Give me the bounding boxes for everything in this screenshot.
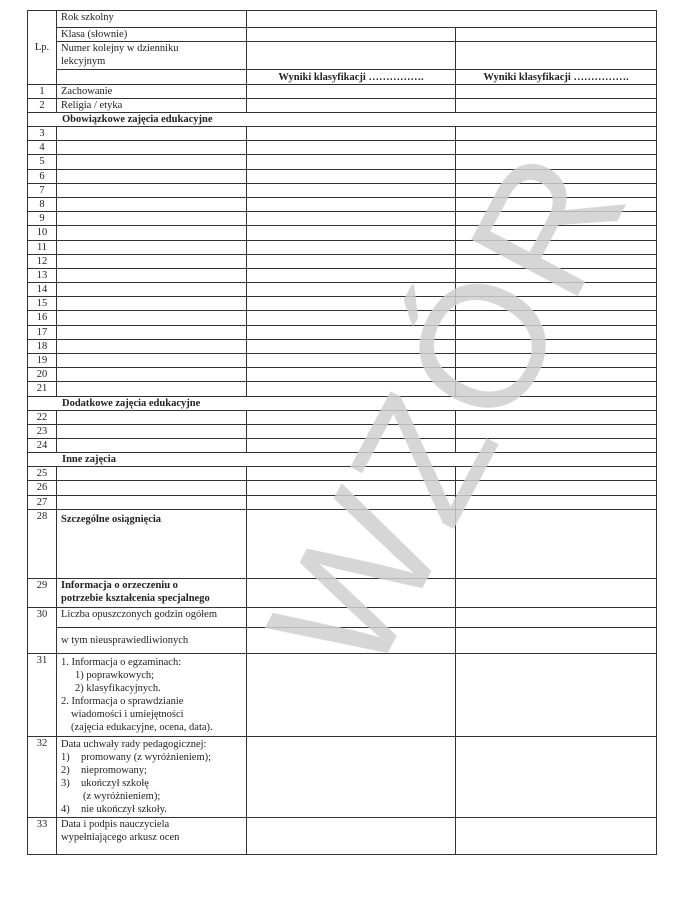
row-number: 12 — [28, 254, 57, 268]
grade-field-1[interactable] — [247, 382, 456, 396]
school-year-label: Rok szkolny — [57, 11, 247, 28]
item-number: 2) — [61, 764, 70, 776]
grade-field-1[interactable] — [247, 240, 456, 254]
subject-field[interactable] — [57, 240, 247, 254]
row-number: 15 — [28, 297, 57, 311]
grade-field-2[interactable] — [456, 127, 657, 141]
special-achievements-field-1[interactable] — [247, 509, 456, 578]
row-number: 25 — [28, 467, 57, 481]
row-number: 13 — [28, 268, 57, 282]
grade-field-1[interactable] — [247, 169, 456, 183]
absences-total-field-1[interactable] — [247, 607, 456, 627]
section-other-activities: Inne zajęcia — [28, 453, 657, 467]
subject-field[interactable] — [57, 339, 247, 353]
row-number: 28 — [28, 509, 57, 578]
not-promoted: niepromowany; — [81, 764, 147, 776]
grade-field-2[interactable] — [456, 481, 657, 495]
row-number: 9 — [28, 212, 57, 226]
subject-field[interactable] — [57, 297, 247, 311]
row-number: 3 — [28, 127, 57, 141]
conduct-label: Zachowanie — [57, 85, 247, 99]
council-resolution-line1: Data uchwały rady pedagogicznej: — [61, 738, 207, 750]
special-achievements-label: Szczególne osiągnięcia — [57, 509, 247, 578]
grade-field-1[interactable] — [247, 283, 456, 297]
class-label: Klasa (słownie) — [57, 28, 247, 42]
section-mandatory-subjects: Obowiązkowe zajęcia edukacyjne — [28, 113, 657, 127]
grade-field-2[interactable] — [456, 311, 657, 325]
grade-field-1[interactable] — [247, 268, 456, 282]
row-number: 6 — [28, 169, 57, 183]
row-number: 31 — [28, 653, 57, 736]
absences-unexcused-field-1[interactable] — [247, 627, 456, 653]
grade-field-1[interactable] — [247, 368, 456, 382]
subject-field[interactable] — [57, 382, 247, 396]
row-number: 14 — [28, 283, 57, 297]
class-field-2[interactable] — [456, 28, 657, 42]
absences-total-field-2[interactable] — [456, 607, 657, 627]
row-number: 29 — [28, 578, 57, 607]
subject-field[interactable] — [57, 169, 247, 183]
grade-field-2[interactable] — [456, 169, 657, 183]
row-number: 2 — [28, 99, 57, 113]
row-number: 27 — [28, 495, 57, 509]
grade-field-1[interactable] — [247, 410, 456, 424]
exam-info-line6: (zajęcia edukacyjne, ocena, data). — [71, 721, 213, 733]
grade-field-2[interactable] — [456, 141, 657, 155]
special-achievements-field-2[interactable] — [456, 509, 657, 578]
subject-field[interactable] — [57, 311, 247, 325]
council-resolution-label — [57, 736, 247, 817]
row-number: 8 — [28, 197, 57, 211]
subject-field[interactable] — [57, 325, 247, 339]
subject-field[interactable] — [57, 212, 247, 226]
special-education-field-1[interactable] — [247, 578, 456, 607]
subject-field[interactable] — [57, 155, 247, 169]
row-number: 11 — [28, 240, 57, 254]
religion-grade-2[interactable] — [456, 99, 657, 113]
subject-field[interactable] — [57, 354, 247, 368]
subject-field[interactable] — [57, 141, 247, 155]
journal-number-line1: Numer kolejny w dzienniku — [61, 43, 179, 54]
grade-field-1[interactable] — [247, 254, 456, 268]
row-number: 16 — [28, 311, 57, 325]
grade-field-2[interactable] — [456, 197, 657, 211]
grade-field-1[interactable] — [247, 212, 456, 226]
grade-field-2[interactable] — [456, 495, 657, 509]
row-number: 17 — [28, 325, 57, 339]
grade-field-1[interactable] — [247, 311, 456, 325]
grade-field-1[interactable] — [247, 127, 456, 141]
exam-info-field-2[interactable] — [456, 653, 657, 736]
grade-field-1[interactable] — [247, 183, 456, 197]
grade-field-2[interactable] — [456, 283, 657, 297]
grade-field-1[interactable] — [247, 197, 456, 211]
absences-unexcused-label: w tym nieusprawiedliwionych — [57, 627, 247, 653]
subject-field[interactable] — [57, 183, 247, 197]
row-number: 7 — [28, 183, 57, 197]
grade-field-1[interactable] — [247, 354, 456, 368]
exam-info-line2: 1) poprawkowych; — [75, 669, 155, 681]
class-field-1[interactable] — [247, 28, 456, 42]
row-number: 18 — [28, 339, 57, 353]
grade-field-2[interactable] — [456, 424, 657, 438]
exam-info-label — [57, 653, 247, 736]
row-number: 26 — [28, 481, 57, 495]
row-number: 10 — [28, 226, 57, 240]
teacher-signature-line2: wypełniającego arkusz ocen — [61, 831, 180, 843]
exam-info-line1: 1. Informacja o egzaminach: — [61, 656, 182, 668]
journal-number-field-2[interactable] — [456, 42, 657, 70]
section-additional-subjects: Dodatkowe zajęcia edukacyjne — [28, 396, 657, 410]
subject-field[interactable] — [57, 368, 247, 382]
row-number: 21 — [28, 382, 57, 396]
item-number: 4) — [61, 803, 70, 815]
row-number: 23 — [28, 424, 57, 438]
lp-header: Lp. — [28, 11, 57, 85]
subject-field[interactable] — [57, 481, 247, 495]
grade-field-2[interactable] — [456, 467, 657, 481]
subject-field[interactable] — [57, 127, 247, 141]
grade-field-1[interactable] — [247, 141, 456, 155]
row-number: 19 — [28, 354, 57, 368]
grade-field-1[interactable] — [247, 339, 456, 353]
row-number: 5 — [28, 155, 57, 169]
subject-field[interactable] — [57, 268, 247, 282]
teacher-signature-field-2[interactable] — [456, 817, 657, 854]
grade-field-2[interactable] — [456, 354, 657, 368]
special-education-line1: Informacja o orzeczeniu o — [61, 579, 178, 591]
teacher-signature-field-1[interactable] — [247, 817, 456, 854]
grade-field-2[interactable] — [456, 438, 657, 452]
row-number: 4 — [28, 141, 57, 155]
row-number: 32 — [28, 736, 57, 817]
special-education-label — [57, 578, 247, 607]
grade-field-1[interactable] — [247, 297, 456, 311]
journal-number-field-1[interactable] — [247, 42, 456, 70]
journal-number-line2: lekcyjnym — [61, 56, 106, 67]
special-education-field-2[interactable] — [456, 578, 657, 607]
row-number: 1 — [28, 85, 57, 99]
grade-field-2[interactable] — [456, 339, 657, 353]
grade-field-1[interactable] — [247, 481, 456, 495]
subject-field[interactable] — [57, 410, 247, 424]
subject-field[interactable] — [57, 226, 247, 240]
grade-field-1[interactable] — [247, 424, 456, 438]
student-grade-sheet-table — [27, 10, 657, 855]
exam-info-line4: 2. Informacja o sprawdzianie — [61, 695, 184, 707]
grade-field-1[interactable] — [247, 325, 456, 339]
grade-field-1[interactable] — [247, 495, 456, 509]
grade-field-2[interactable] — [456, 183, 657, 197]
graduated: ukończył szkołę — [81, 777, 149, 789]
teacher-signature-label — [57, 817, 247, 854]
grade-field-2[interactable] — [456, 212, 657, 226]
grade-field-2[interactable] — [456, 226, 657, 240]
grade-field-2[interactable] — [456, 325, 657, 339]
subject-field[interactable] — [57, 424, 247, 438]
conduct-grade-2[interactable] — [456, 85, 657, 99]
special-education-line2: potrzebie kształcenia specjalnego — [61, 592, 210, 604]
grade-field-1[interactable] — [247, 155, 456, 169]
promoted-honours: promowany (z wyróżnieniem); — [81, 751, 212, 763]
watermark-sample: WZÓR — [232, 118, 667, 703]
results-header-blank — [57, 70, 247, 85]
grade-field-2[interactable] — [456, 382, 657, 396]
religion-label: Religia / etyka — [57, 99, 247, 113]
subject-field[interactable] — [57, 467, 247, 481]
row-number: 22 — [28, 410, 57, 424]
grade-field-1[interactable] — [247, 467, 456, 481]
item-number: 3) — [61, 777, 70, 789]
subject-field[interactable] — [57, 197, 247, 211]
grade-field-2[interactable] — [456, 368, 657, 382]
row-number: 30 — [28, 607, 57, 653]
grade-field-2[interactable] — [456, 268, 657, 282]
teacher-signature-line1: Data i podpis nauczyciela — [61, 818, 170, 830]
religion-grade-1[interactable] — [247, 99, 456, 113]
graduated-honours: (z wyróżnieniem); — [83, 790, 161, 802]
grade-field-2[interactable] — [456, 410, 657, 424]
grade-field-1[interactable] — [247, 226, 456, 240]
exam-info-field-1[interactable] — [247, 653, 456, 736]
results-header-1: Wyniki klasyfikacji ……………. — [247, 70, 456, 85]
grade-field-2[interactable] — [456, 297, 657, 311]
school-year-field[interactable] — [247, 11, 657, 28]
subject-field[interactable] — [57, 283, 247, 297]
grade-field-2[interactable] — [456, 240, 657, 254]
grade-field-2[interactable] — [456, 254, 657, 268]
absences-unexcused-field-2[interactable] — [456, 627, 657, 653]
results-header-2: Wyniki klasyfikacji ……………. — [456, 70, 657, 85]
item-number: 1) — [61, 751, 70, 763]
not-graduated: nie ukończył szkoły. — [81, 803, 167, 815]
council-resolution-field-1[interactable] — [247, 736, 456, 817]
grade-field-2[interactable] — [456, 155, 657, 169]
council-resolution-field-2[interactable] — [456, 736, 657, 817]
row-number: 24 — [28, 438, 57, 452]
grade-field-1[interactable] — [247, 438, 456, 452]
subject-field[interactable] — [57, 495, 247, 509]
conduct-grade-1[interactable] — [247, 85, 456, 99]
absences-total-label: Liczba opuszczonych godzin ogółem — [57, 607, 247, 627]
exam-info-line5: wiadomości i umiejętności — [71, 708, 184, 720]
journal-number-label — [57, 42, 247, 70]
row-number: 33 — [28, 817, 57, 854]
subject-field[interactable] — [57, 438, 247, 452]
row-number: 20 — [28, 368, 57, 382]
exam-info-line3: 2) klasyfikacyjnych. — [75, 682, 161, 694]
subject-field[interactable] — [57, 254, 247, 268]
